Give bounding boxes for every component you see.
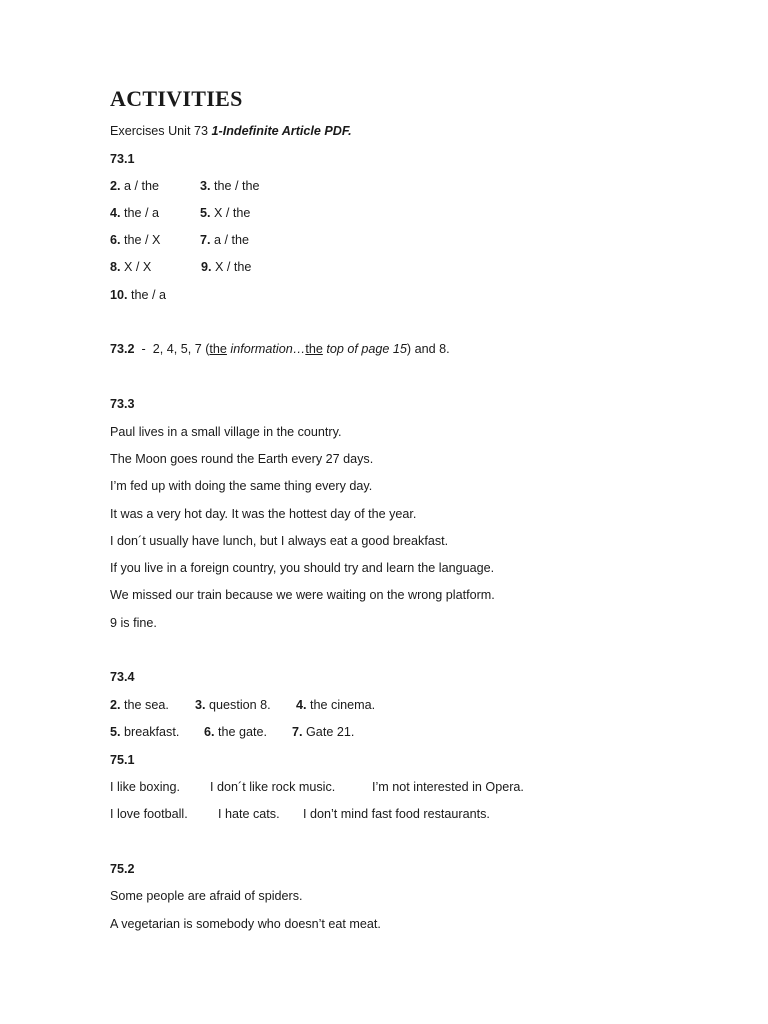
answer-text: a / the (210, 233, 250, 247)
answer-number: 5. (110, 725, 121, 739)
answer-item: I love football. (110, 807, 188, 821)
answer-item (204, 724, 267, 740)
answer-number: 4. (110, 206, 121, 220)
answer-line: A vegetarian is somebody who doesn’t eat meat. (110, 917, 381, 931)
answer-item (110, 724, 179, 740)
answer-number: 7. (200, 233, 211, 247)
answer-text: - 2, 4, 5, 7 ( (134, 342, 210, 356)
answer-73-2 (110, 341, 450, 357)
answer-item: I don´t like rock music. (210, 780, 336, 794)
answer-number: 10. (110, 288, 128, 302)
answer-item (195, 697, 271, 713)
answer-number: 3. (195, 698, 206, 712)
subtitle (110, 123, 352, 139)
answer-number: 8. (110, 260, 121, 274)
answer-text: the cinema. (306, 698, 376, 712)
answer-line: It was a very hot day. It was the hottest day of the year. (110, 507, 417, 521)
answer-item: I’m not interested in Opera. (372, 780, 524, 794)
answer-text: ) and 8. (406, 342, 450, 356)
answer-number: 3. (200, 179, 211, 193)
answer-text: X / X (120, 260, 152, 274)
answer-number: 6. (110, 233, 121, 247)
subtitle-plain: Exercises Unit 73 (110, 124, 212, 138)
answer-text: a / the (120, 179, 160, 193)
answer-line: Some people are afraid of spiders. (110, 889, 303, 903)
answer-text: the / a (127, 288, 167, 302)
answer-item (110, 287, 166, 303)
answer-item (200, 232, 249, 248)
answer-text: Gate 21. (302, 725, 355, 739)
answer-item: I like boxing. (110, 780, 181, 794)
answer-item: I hate cats. (218, 807, 280, 821)
italic-phrase: information… (226, 342, 306, 356)
answer-text: the / a (120, 206, 160, 220)
answer-item (110, 232, 160, 248)
answer-line: I don´t usually have lunch, but I always eat a good breakfast. (110, 534, 449, 548)
heading-73-4: 73.4 (110, 670, 135, 684)
answer-line: 9 is fine. (110, 616, 157, 630)
answer-text: X / the (210, 206, 251, 220)
heading-73-3: 73.3 (110, 397, 135, 411)
answer-line: We missed our train because we were waiting on the wrong platform. (110, 588, 495, 602)
answer-text: X / the (211, 260, 252, 274)
underlined-word: the (209, 342, 227, 356)
page-title: ACTIVITIES (110, 86, 243, 111)
answer-item (200, 178, 260, 194)
answer-number: 6. (204, 725, 215, 739)
answer-item (110, 259, 151, 275)
subtitle-emphasis: 1-Indefinite Article PDF. (211, 124, 352, 138)
answer-text: question 8. (205, 698, 271, 712)
answer-text: the sea. (120, 698, 169, 712)
heading-73-2: 73.2 (110, 342, 135, 356)
heading-75-1: 75.1 (110, 753, 135, 767)
italic-phrase: top of page 15 (322, 342, 407, 356)
answer-item: I don’t mind fast food restaurants. (303, 807, 490, 821)
answer-item (201, 259, 251, 275)
answer-item (292, 724, 354, 740)
heading-75-2: 75.2 (110, 862, 135, 876)
answer-line: If you live in a foreign country, you should try and learn the language. (110, 561, 495, 575)
answer-number: 7. (292, 725, 303, 739)
answer-number: 2. (110, 698, 121, 712)
answer-text: the / the (210, 179, 260, 193)
heading-73-1: 73.1 (110, 152, 135, 166)
answer-item (110, 205, 159, 221)
underlined-word: the (305, 342, 323, 356)
answer-item (200, 205, 250, 221)
answer-item (110, 697, 169, 713)
answer-text: breakfast. (120, 725, 180, 739)
answer-number: 2. (110, 179, 121, 193)
answer-line: The Moon goes round the Earth every 27 days. (110, 452, 374, 466)
answer-number: 4. (296, 698, 307, 712)
answer-text: the / X (120, 233, 161, 247)
answer-number: 5. (200, 206, 211, 220)
answer-item (296, 697, 375, 713)
answer-number: 9. (201, 260, 212, 274)
answer-line: I’m fed up with doing the same thing every day. (110, 479, 373, 493)
answer-item (110, 178, 159, 194)
answer-text: the gate. (214, 725, 268, 739)
answer-line: Paul lives in a small village in the country. (110, 425, 342, 439)
